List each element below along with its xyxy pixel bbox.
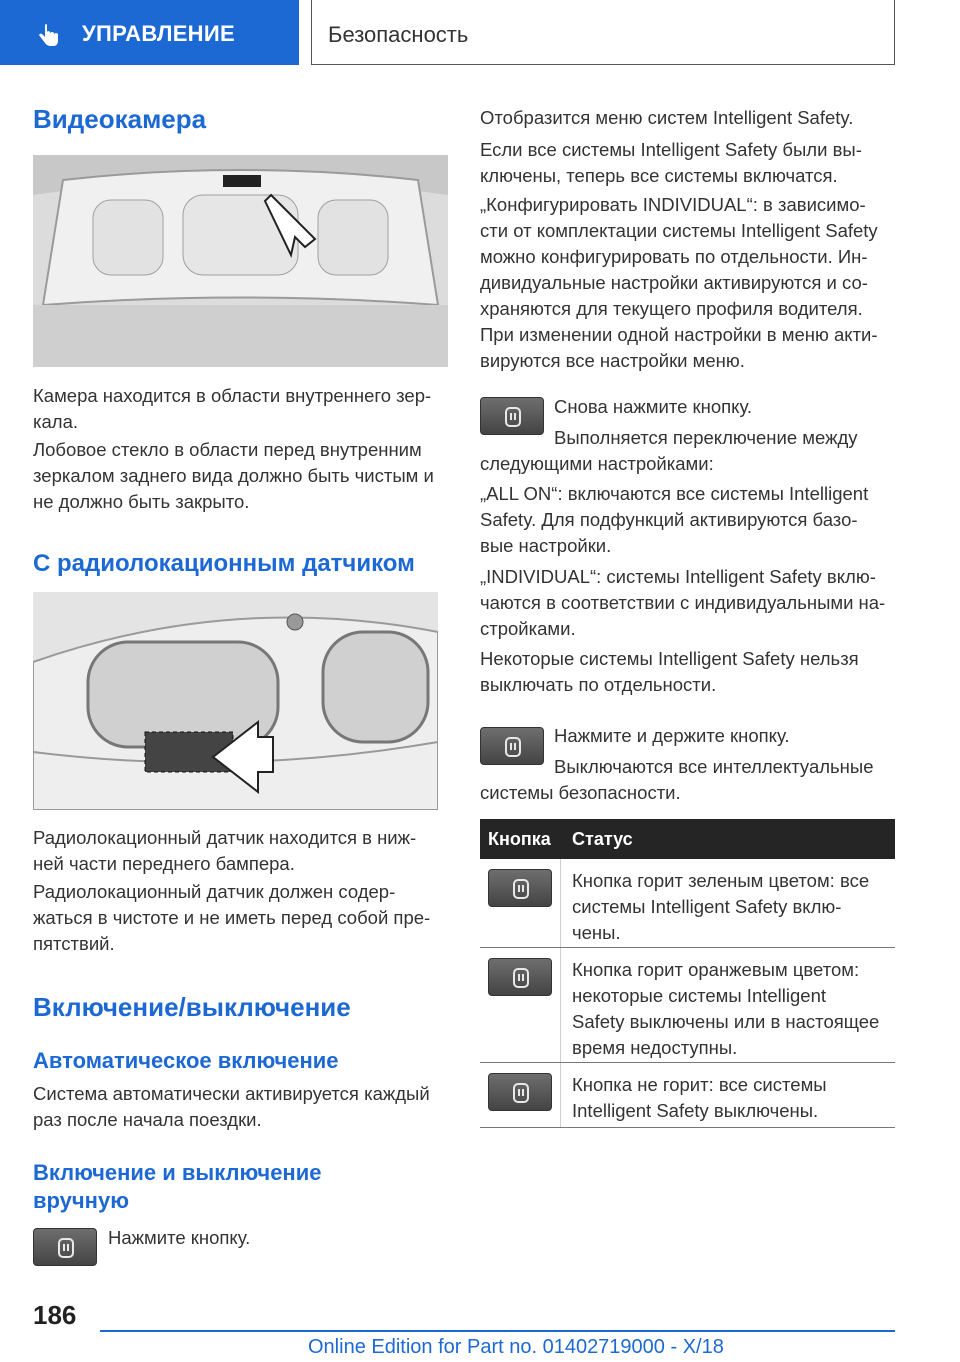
onoff-heading: Включение/выключение bbox=[33, 992, 351, 1022]
edition-text: Online Edition for Part no. 01402719000 - X/18 bbox=[308, 1336, 724, 1358]
camera-paragraph-2: Лобовое стекло в области перед внутренним зеркалом заднего вида должно быть чистым и не должно быть закрыто. bbox=[33, 439, 434, 512]
page-number: 186 bbox=[33, 1300, 77, 1330]
table-row bbox=[480, 859, 895, 948]
step2-label: Снова нажмите кнопку. bbox=[554, 396, 752, 417]
topic-label: Безопасность bbox=[328, 22, 469, 47]
step2-paragraph: Выполняется переключение между следующими настройками: bbox=[480, 427, 858, 474]
right-paragraph-4: „ALL ON“: включаются все системы Intelligent Safety. Для подфункций активируются базо- вые настройки. bbox=[480, 483, 869, 556]
section-tab[interactable] bbox=[0, 0, 299, 65]
radar-heading: С радиолокационным датчиком bbox=[33, 550, 415, 577]
step3-label: Нажмите и держите кнопку. bbox=[554, 725, 790, 746]
right-paragraph-1: Отобразится меню систем Intelligent Safety. bbox=[480, 107, 854, 128]
radar-paragraph-2: Радиолокационный датчик должен содер- жаться в чистоте и не иметь перед собой пре- пятствий. bbox=[33, 881, 431, 954]
right-paragraph-3: „Конфигурировать INDIVIDUAL“: в зависимо- сти от комплектации системы Intelligent Safety можно конфигурировать по отдельности. Ин- дивидуальные настройки активируются и со- храняются для текущего профиля водителя. При изменении одной настройки в меню акти- вируются все настройки меню. bbox=[480, 194, 878, 371]
intelligent-safety-button-icon bbox=[33, 1228, 97, 1266]
table-row bbox=[480, 948, 895, 1063]
manual-heading: Включение и выключение вручную bbox=[33, 1160, 322, 1213]
footer-rule bbox=[100, 1330, 895, 1332]
camera-paragraph-1: Камера находится в области внутреннего зер- кала. bbox=[33, 385, 432, 432]
radar-paragraph-1: Радиолокационный датчик находится в ниж- ней части переднего бампера. bbox=[33, 827, 417, 874]
radar-illustration bbox=[33, 592, 438, 810]
intelligent-safety-button-icon bbox=[488, 1073, 552, 1111]
camera-heading: Видеокамера bbox=[33, 104, 207, 134]
right-paragraph-5: „INDIVIDUAL“: системы Intelligent Safety вклю- чаются в соответствии с индивидуальными на- стройками. bbox=[480, 566, 886, 639]
intelligent-safety-button-icon bbox=[488, 958, 552, 996]
intelligent-safety-button-icon bbox=[488, 869, 552, 907]
touch-hand-icon bbox=[36, 22, 62, 48]
col-status-header: Статус bbox=[572, 829, 633, 849]
status-table-header bbox=[480, 819, 895, 859]
right-paragraph-2: Если все системы Intelligent Safety были вы- ключены, теперь все системы включатся. bbox=[480, 139, 862, 186]
section-label: УПРАВЛЕНИЕ bbox=[82, 21, 235, 46]
camera-illustration bbox=[33, 155, 448, 367]
topic-box bbox=[311, 0, 895, 65]
auto-paragraph: Система автоматически активируется каждый раз после начала поездки. bbox=[33, 1083, 430, 1130]
table-row bbox=[480, 1063, 895, 1128]
row-status: Кнопка горит зеленым цветом: все системы Intelligent Safety вклю- чены. bbox=[572, 870, 870, 943]
row-status: Кнопка горит оранжевым цветом: некоторые системы Intelligent Safety выключены или в настоящее время недоступны. bbox=[572, 959, 880, 1058]
auto-heading: Автоматическое включение bbox=[33, 1048, 339, 1073]
right-paragraph-6: Некоторые системы Intelligent Safety нельзя выключать по отдельности. bbox=[480, 648, 859, 695]
row-status: Кнопка не горит: все системы Intelligent Safety выключены. bbox=[572, 1074, 827, 1121]
manual-step: Нажмите кнопку. bbox=[108, 1227, 251, 1248]
step3-paragraph: Выключаются все интеллектуальные системы безопасности. bbox=[480, 756, 874, 803]
col-button-header: Кнопка bbox=[488, 829, 551, 849]
